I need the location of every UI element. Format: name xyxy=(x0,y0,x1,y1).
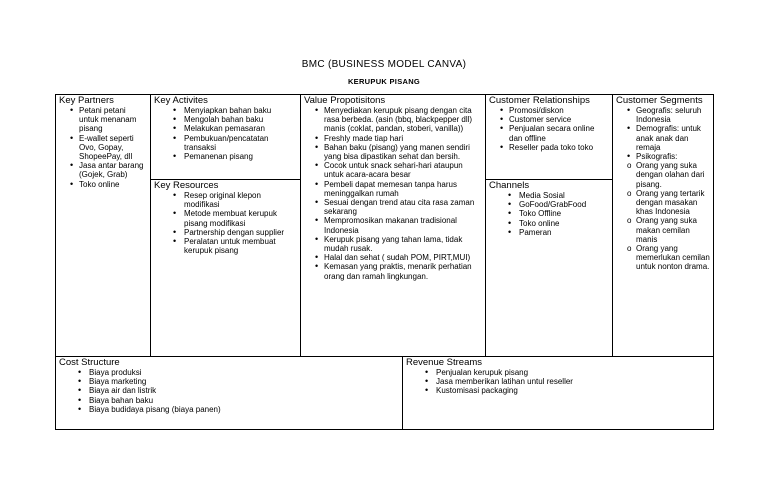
list-item: • Reseller pada toko toko xyxy=(509,143,609,152)
channels-list xyxy=(489,191,609,237)
list-item: • Biaya air dan listrik xyxy=(89,386,399,395)
document-subtitle: KERUPUK PISANG xyxy=(347,77,421,86)
key-partners-heading: Key Partners xyxy=(59,95,114,106)
cost-structure-list xyxy=(59,368,399,414)
key-partners-cell xyxy=(56,95,151,357)
list-item: • Mempromosikan makanan tradisional Indonesia xyxy=(324,216,482,234)
list-item: o Orang yang memerlukan cemilan untuk nonton drama. xyxy=(636,244,710,272)
list-item: • Pemanenan pisang xyxy=(184,152,297,161)
list-item: • Customer service xyxy=(509,115,609,124)
list-item: • Biaya produksi xyxy=(89,368,399,377)
key-partners-list xyxy=(59,106,147,189)
list-item: • Pembeli dapat memesan tanpa harus meninggalkan rumah xyxy=(324,180,482,198)
revenue-streams-heading: Revenue Streams xyxy=(406,357,483,368)
list-item: • Demografis: untuk anak anak dan remaja xyxy=(636,124,710,152)
list-item: • Biaya budidaya pisang (biaya panen) xyxy=(89,405,399,414)
list-item: o Orang yang tertarik dengan masakan khas Indonesia xyxy=(636,189,710,217)
cost-structure-heading: Cost Structure xyxy=(59,357,120,368)
key-resources-cell xyxy=(151,180,301,357)
list-item: • Sesuai dengan trend atau cita rasa zaman sekarang xyxy=(324,198,482,216)
key-resources-heading: Key Resources xyxy=(154,180,219,191)
list-item: • Melakukan pemasaran xyxy=(184,124,297,133)
cost-structure-cell xyxy=(56,357,403,429)
list-item: • Peralatan untuk membuat kerupuk pisang xyxy=(184,237,297,255)
key-resources-list xyxy=(154,191,297,255)
list-item: • Penjualan secara online dan offline xyxy=(509,124,609,142)
list-item: • Menyediakan kerupuk pisang dengan cita rasa berbeda. (asin (bbq, blackpepper dll) manis (coklat, pandan, stoberi, vanilla)) xyxy=(324,106,482,134)
customer-relationships-cell xyxy=(486,95,613,180)
customer-segments-cell xyxy=(613,95,713,357)
key-activities-cell xyxy=(151,95,301,180)
list-item: • Freshly made tiap hari xyxy=(324,134,482,143)
list-item: • Media Sosial xyxy=(519,191,609,200)
business-model-canvas xyxy=(55,94,714,430)
list-item: • Toko online xyxy=(79,180,147,189)
customer-segments-sublist xyxy=(616,161,710,271)
list-item: • E-wallet seperti Ovo, Gopay, ShopeePay, dll xyxy=(79,134,147,162)
customer-relationships-list xyxy=(489,106,609,152)
list-item: • Kerupuk pisang yang tahan lama, tidak mudah rusak. xyxy=(324,235,482,253)
list-item: • Partnership dengan supplier xyxy=(184,228,297,237)
document-title: BMC (BUSINESS MODEL CANVA) xyxy=(301,59,467,70)
list-item: • Petani petani untuk menanam pisang xyxy=(79,106,147,134)
list-item: • Mengolah bahan baku xyxy=(184,115,297,124)
list-item: • Cocok untuk snack sehari-hari ataupun untuk acara-acara besar xyxy=(324,161,482,179)
revenue-streams-list xyxy=(406,368,710,396)
channels-cell xyxy=(486,180,613,357)
list-item: • GoFood/GrabFood xyxy=(519,200,609,209)
list-item: • Geografis: seluruh Indonesia xyxy=(636,106,710,124)
list-item: • Penjualan kerupuk pisang xyxy=(436,368,710,377)
list-item: • Biaya marketing xyxy=(89,377,399,386)
customer-relationships-heading: Customer Relationships xyxy=(489,95,590,106)
list-item: • Toko online xyxy=(519,219,609,228)
channels-heading: Channels xyxy=(489,180,530,191)
list-item: • Pameran xyxy=(519,228,609,237)
list-item: • Kemasan yang praktis, menarik perhatian orang dan ramah lingkungan. xyxy=(324,262,482,280)
revenue-streams-cell xyxy=(403,357,713,429)
list-item: • Biaya bahan baku xyxy=(89,396,399,405)
list-item: • Toko Offline xyxy=(519,209,609,218)
list-item: • Metode membuat kerupuk pisang modifikasi xyxy=(184,209,297,227)
customer-segments-list xyxy=(616,106,710,161)
list-item: • Jasa antar barang (Gojek, Grab) xyxy=(79,161,147,179)
key-activities-heading: Key Activites xyxy=(154,95,208,106)
list-item: • Pembukuan/pencatatan transaksi xyxy=(184,134,297,152)
list-item: • Psikografis: xyxy=(636,152,710,161)
list-item: • Halal dan sehat ( sudah POM, PIRT,MUI) xyxy=(324,253,482,262)
list-item: • Jasa memberikan latihan untul reseller xyxy=(436,377,710,386)
list-item: • Promosi/diskon xyxy=(509,106,609,115)
list-item: o Orang yang suka dengan olahan dari pisang. xyxy=(636,161,710,189)
list-item: • Kustomisasi packaging xyxy=(436,386,710,395)
list-item: • Resep original klepon modifikasi xyxy=(184,191,297,209)
list-item: • Menyiapkan bahan baku xyxy=(184,106,297,115)
customer-segments-heading: Customer Segments xyxy=(616,95,703,106)
value-propositions-list xyxy=(304,106,482,281)
value-propositions-heading: Value Propotisitons xyxy=(304,95,386,106)
key-activities-list xyxy=(154,106,297,161)
list-item: • Bahan baku (pisang) yang manen sendiri yang bisa dipastikan sehat dan bersih. xyxy=(324,143,482,161)
value-propositions-cell xyxy=(301,95,486,357)
list-item: o Orang yang suka makan cemilan manis xyxy=(636,216,710,244)
